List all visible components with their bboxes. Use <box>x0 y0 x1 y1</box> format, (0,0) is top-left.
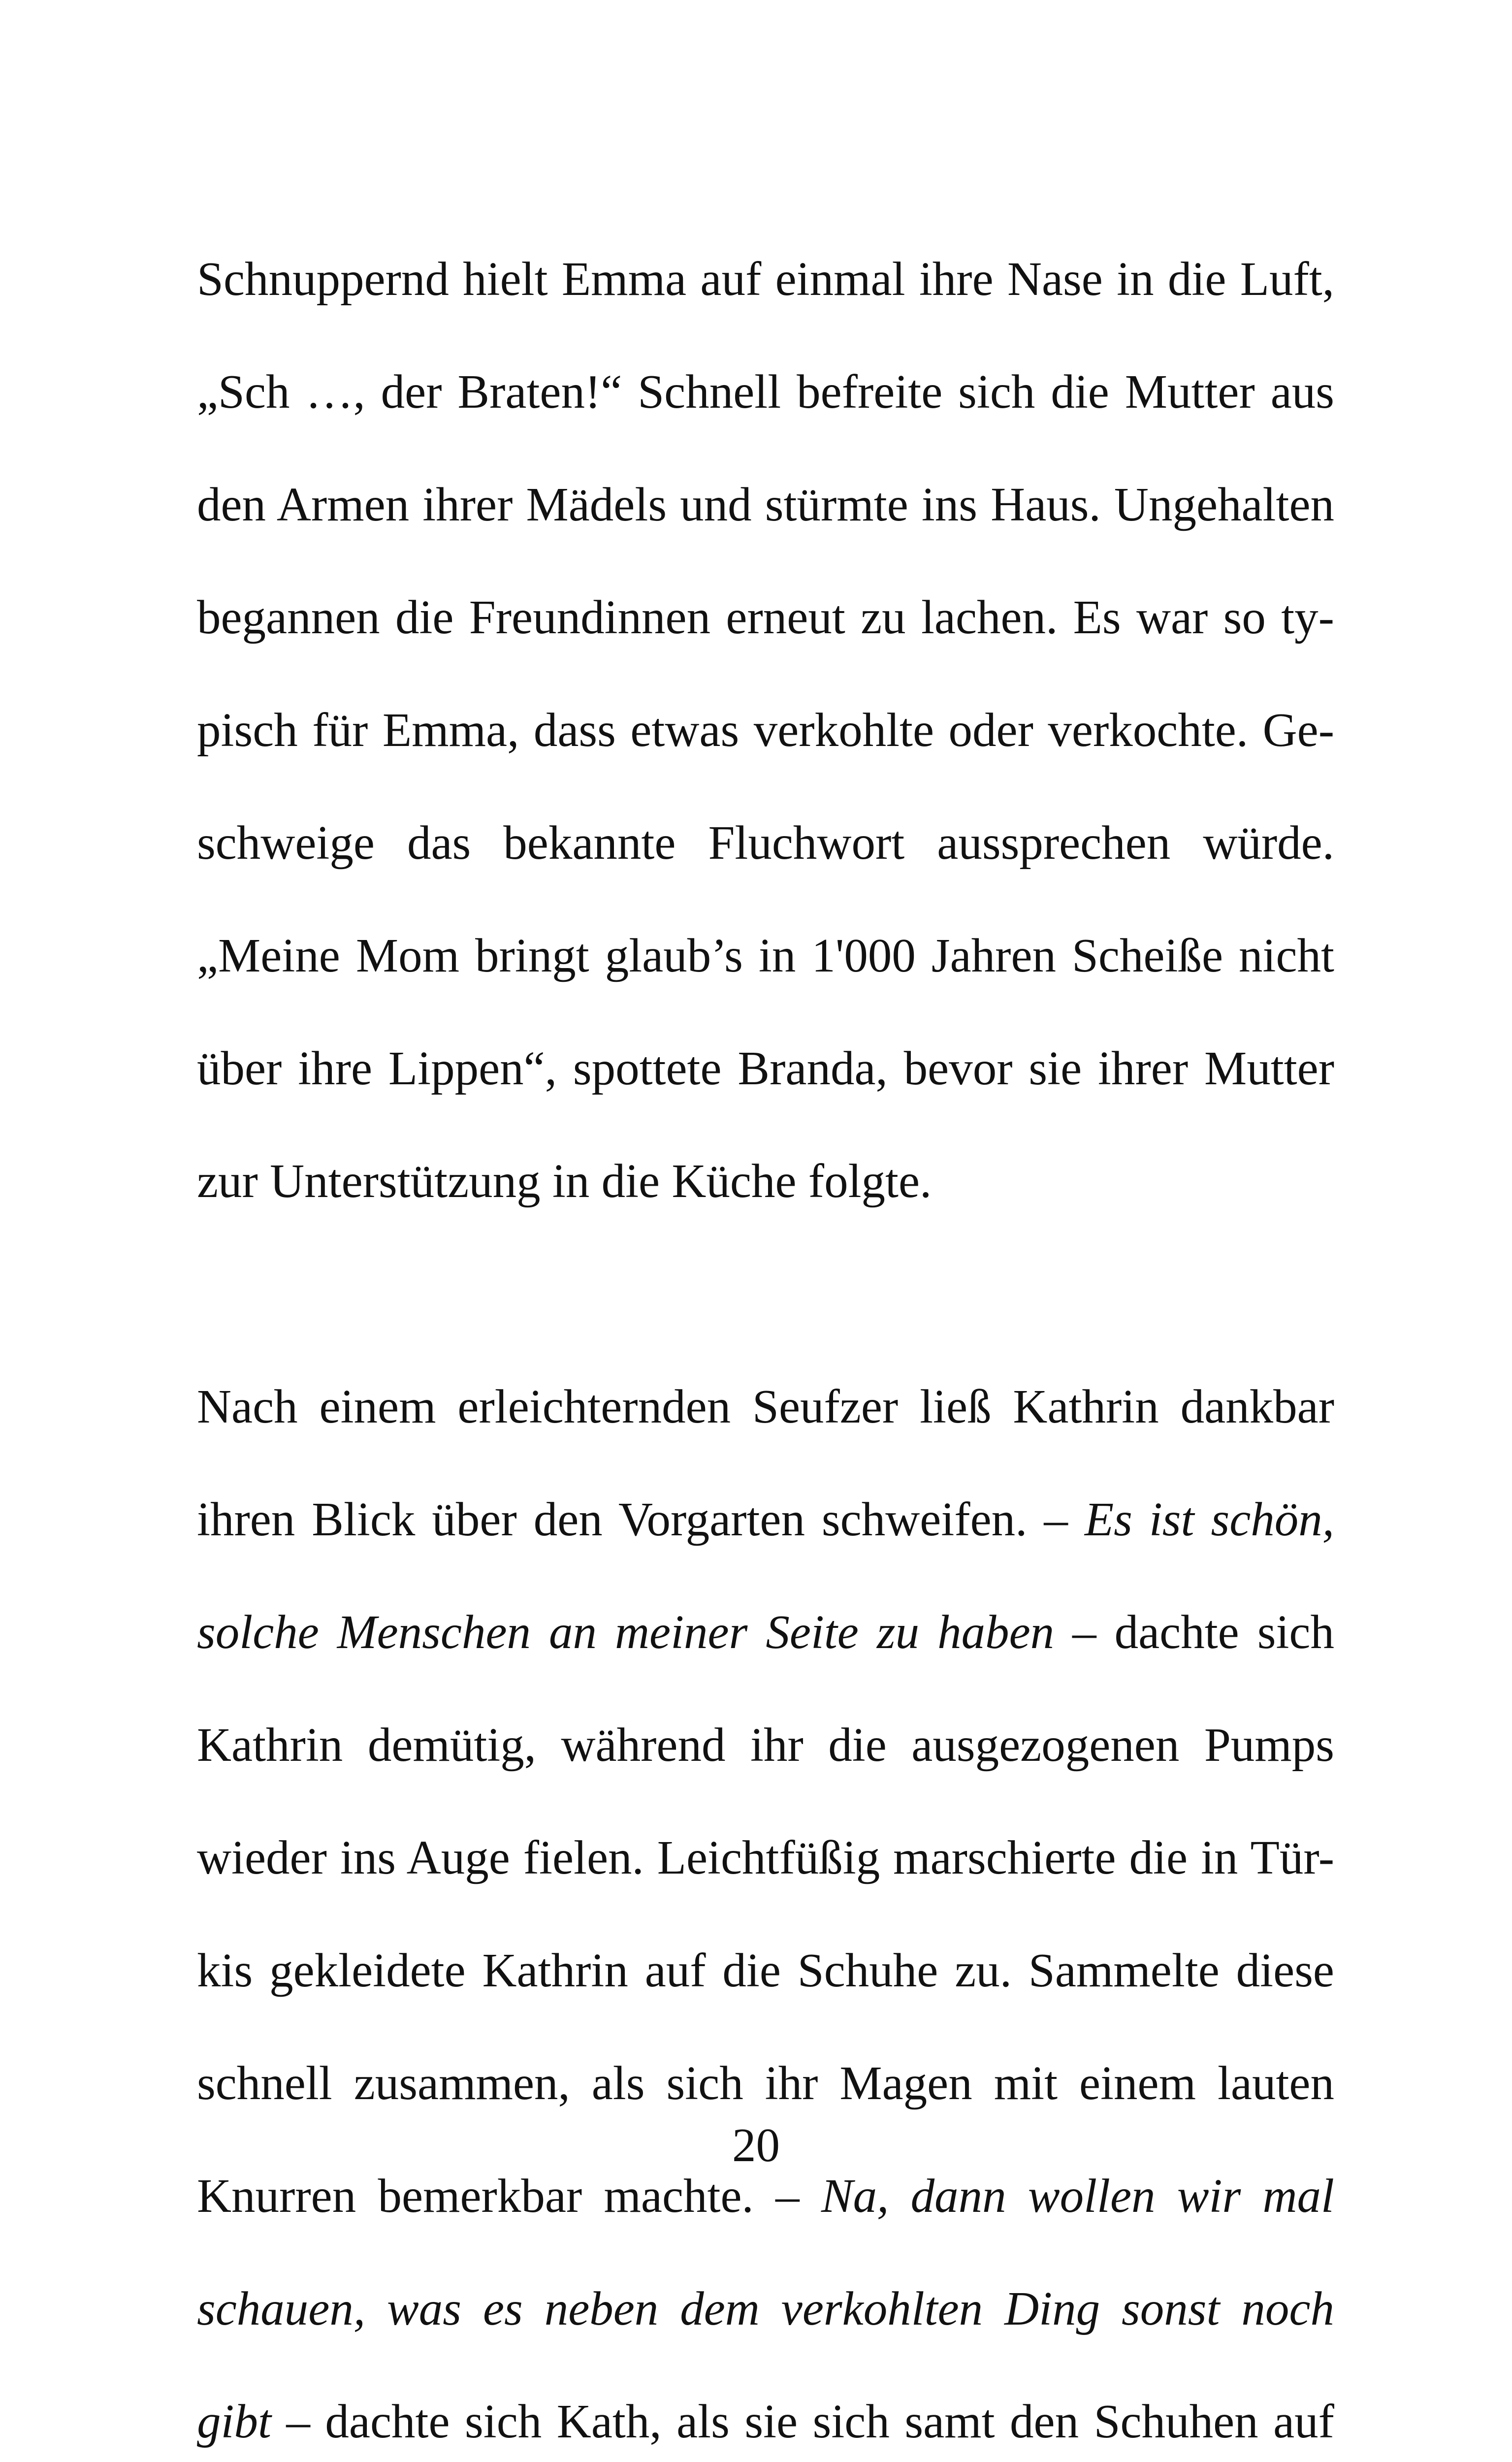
text-line: den Armen ihrer Mädels und stürmte ins Haus. Ungehalten <box>197 478 1334 531</box>
text-line: Nach einem erleichternden Seufzer ließ Kathrin dankbar <box>197 1380 1334 1433</box>
text-line <box>197 2168 1334 2225</box>
text-line: „Sch …, der Braten!“ Schnell befreite sich die Mutter aus <box>197 365 1334 418</box>
italic-thought: gibt <box>197 2395 271 2448</box>
text-line: kis gekleidete Kathrin auf die Schuhe zu. Sammelte diese <box>197 1944 1334 1997</box>
text-line: Schnuppernd hielt Emma auf einmal ihre Nase in die Luft, <box>197 252 1334 305</box>
italic-thought: solche Menschen an meiner Seite zu haben <box>197 1605 1055 1658</box>
text-line <box>197 1604 1334 1661</box>
text-line: zur Unterstützung in die Küche folgte. <box>197 1154 932 1207</box>
text-line: begannen die Freundinnen erneut zu lachen. Es war so ty- <box>197 590 1334 644</box>
page-number: 20 <box>732 2119 780 2171</box>
paragraph-2 <box>197 1322 1334 2462</box>
italic-thought: Es ist schön, <box>1084 1492 1334 1546</box>
italic-thought-line: schauen, was es neben dem verkohlten Ding sonst noch <box>197 2282 1334 2335</box>
text-run: Knurren bemerkbar machte. – <box>197 2169 821 2222</box>
text-run: – dachte sich Kath, als sie sich samt den Schuhen auf <box>271 2395 1334 2448</box>
text-line: schnell zusammen, als sich ihr Magen mit einem lauten <box>197 2056 1334 2109</box>
italic-thought: Na, dann wollen wir mal <box>821 2169 1335 2222</box>
paragraph-1 <box>197 194 1334 1266</box>
text-line: wieder ins Auge fielen. Leichtfüßig marschierte die in Tür- <box>197 1831 1334 1884</box>
text-run: – dachte sich <box>1054 1605 1334 1658</box>
text-run: ihren Blick über den Vorgarten schweifen. – <box>197 1492 1085 1546</box>
text-line: schweige das bekannte Fluchwort aussprechen würde. <box>197 816 1334 869</box>
text-line <box>197 2394 1334 2450</box>
text-line: Kathrin demütig, während ihr die ausgezogenen Pumps <box>197 1718 1334 1771</box>
text-line: „Meine Mom bringt glaub’s in 1'000 Jahren Scheiße nicht <box>197 929 1334 982</box>
text-line: über ihre Lippen“, spottete Branda, bevor sie ihrer Mutter <box>197 1041 1334 1095</box>
text-line <box>197 1491 1334 1548</box>
paragraph-spacer <box>197 1266 1334 1323</box>
text-line: pisch für Emma, dass etwas verkohlte oder verkochte. Ge- <box>197 703 1334 756</box>
